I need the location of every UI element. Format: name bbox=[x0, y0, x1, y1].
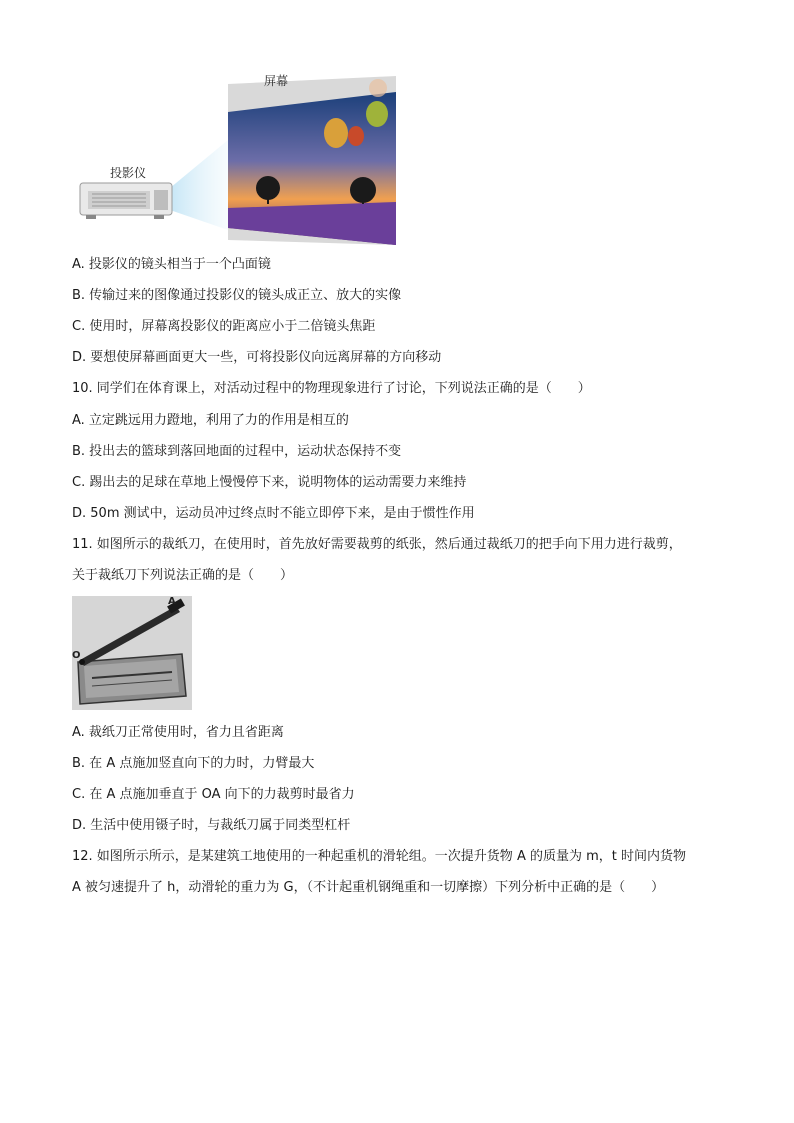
q11-option-c: C. 在 A 点施加垂直于 OA 向下的力裁剪时最省力 bbox=[72, 787, 355, 802]
screen-label: 屏幕 bbox=[264, 74, 289, 88]
q10-stem: 10. 同学们在体育课上，对活动过程中的物理现象进行了讨论，下列说法正确的是（ ） bbox=[72, 381, 591, 396]
balloon-2 bbox=[348, 126, 364, 146]
q11-option-b: B. 在 A 点施加竖直向下的力时，力臂最大 bbox=[72, 756, 315, 771]
q11-stem-line1: 11. 如图所示的裁纸刀，在使用时，首先放好需要裁剪的纸张，然后通过裁纸刀的把手向下用力进行裁剪， bbox=[72, 537, 682, 552]
q10-option-c: C. 踢出去的足球在草地上慢慢停下来，说明物体的运动需要力来维持 bbox=[72, 475, 467, 490]
light-beam bbox=[170, 140, 228, 230]
projector-label: 投影仪 bbox=[110, 166, 147, 180]
projector-lens bbox=[154, 190, 168, 210]
q9-option-d: D. 要想使屏幕画面更大一些，可将投影仪向远离屏幕的方向移动 bbox=[72, 350, 442, 365]
q9-option-b: B. 传输过来的图像通过投影仪的镜头成正立、放大的实像 bbox=[72, 288, 402, 303]
q12-stem-line2: A 被匀速提升了 h，动滑轮的重力为 G，（不计起重机钢绳重和一切摩擦）下列分析中正确的是（ ） bbox=[72, 880, 665, 895]
q9-option-a: A. 投影仪的镜头相当于一个凸面镜 bbox=[72, 257, 271, 272]
q10-option-d: D. 50m 测试中，运动员冲过终点时不能立即停下来，是由于惯性作用 bbox=[72, 506, 475, 521]
q11-stem-line2: 关于裁纸刀下列说法正确的是（ ） bbox=[72, 568, 294, 583]
projector-screen-illustration bbox=[78, 70, 408, 250]
projector-screen-figure bbox=[78, 70, 408, 250]
balloon-3 bbox=[366, 101, 388, 127]
paper-cutter-illustration bbox=[72, 596, 192, 710]
paper-cutter-figure bbox=[72, 596, 192, 710]
q9-option-c: C. 使用时，屏幕离投影仪的距离应小于二倍镜头焦距 bbox=[72, 319, 376, 334]
q11-option-d: D. 生活中使用镊子时，与裁纸刀属于同类型杠杆 bbox=[72, 818, 351, 833]
q12-stem-line1: 12. 如图所示所示，是某建筑工地使用的一种起重机的滑轮组。一次提升货物 A 的质量为 m，t 时间内货物 bbox=[72, 849, 686, 864]
point-o-label: O bbox=[72, 650, 81, 661]
point-a-label: A bbox=[168, 596, 176, 607]
q10-option-a: A. 立定跳远用力蹬地，利用了力的作用是相互的 bbox=[72, 413, 349, 428]
q10-option-b: B. 投出去的篮球到落回地面的过程中，运动状态保持不变 bbox=[72, 444, 402, 459]
q11-option-a: A. 裁纸刀正常使用时，省力且省距离 bbox=[72, 725, 284, 740]
balloon-1 bbox=[324, 118, 348, 148]
